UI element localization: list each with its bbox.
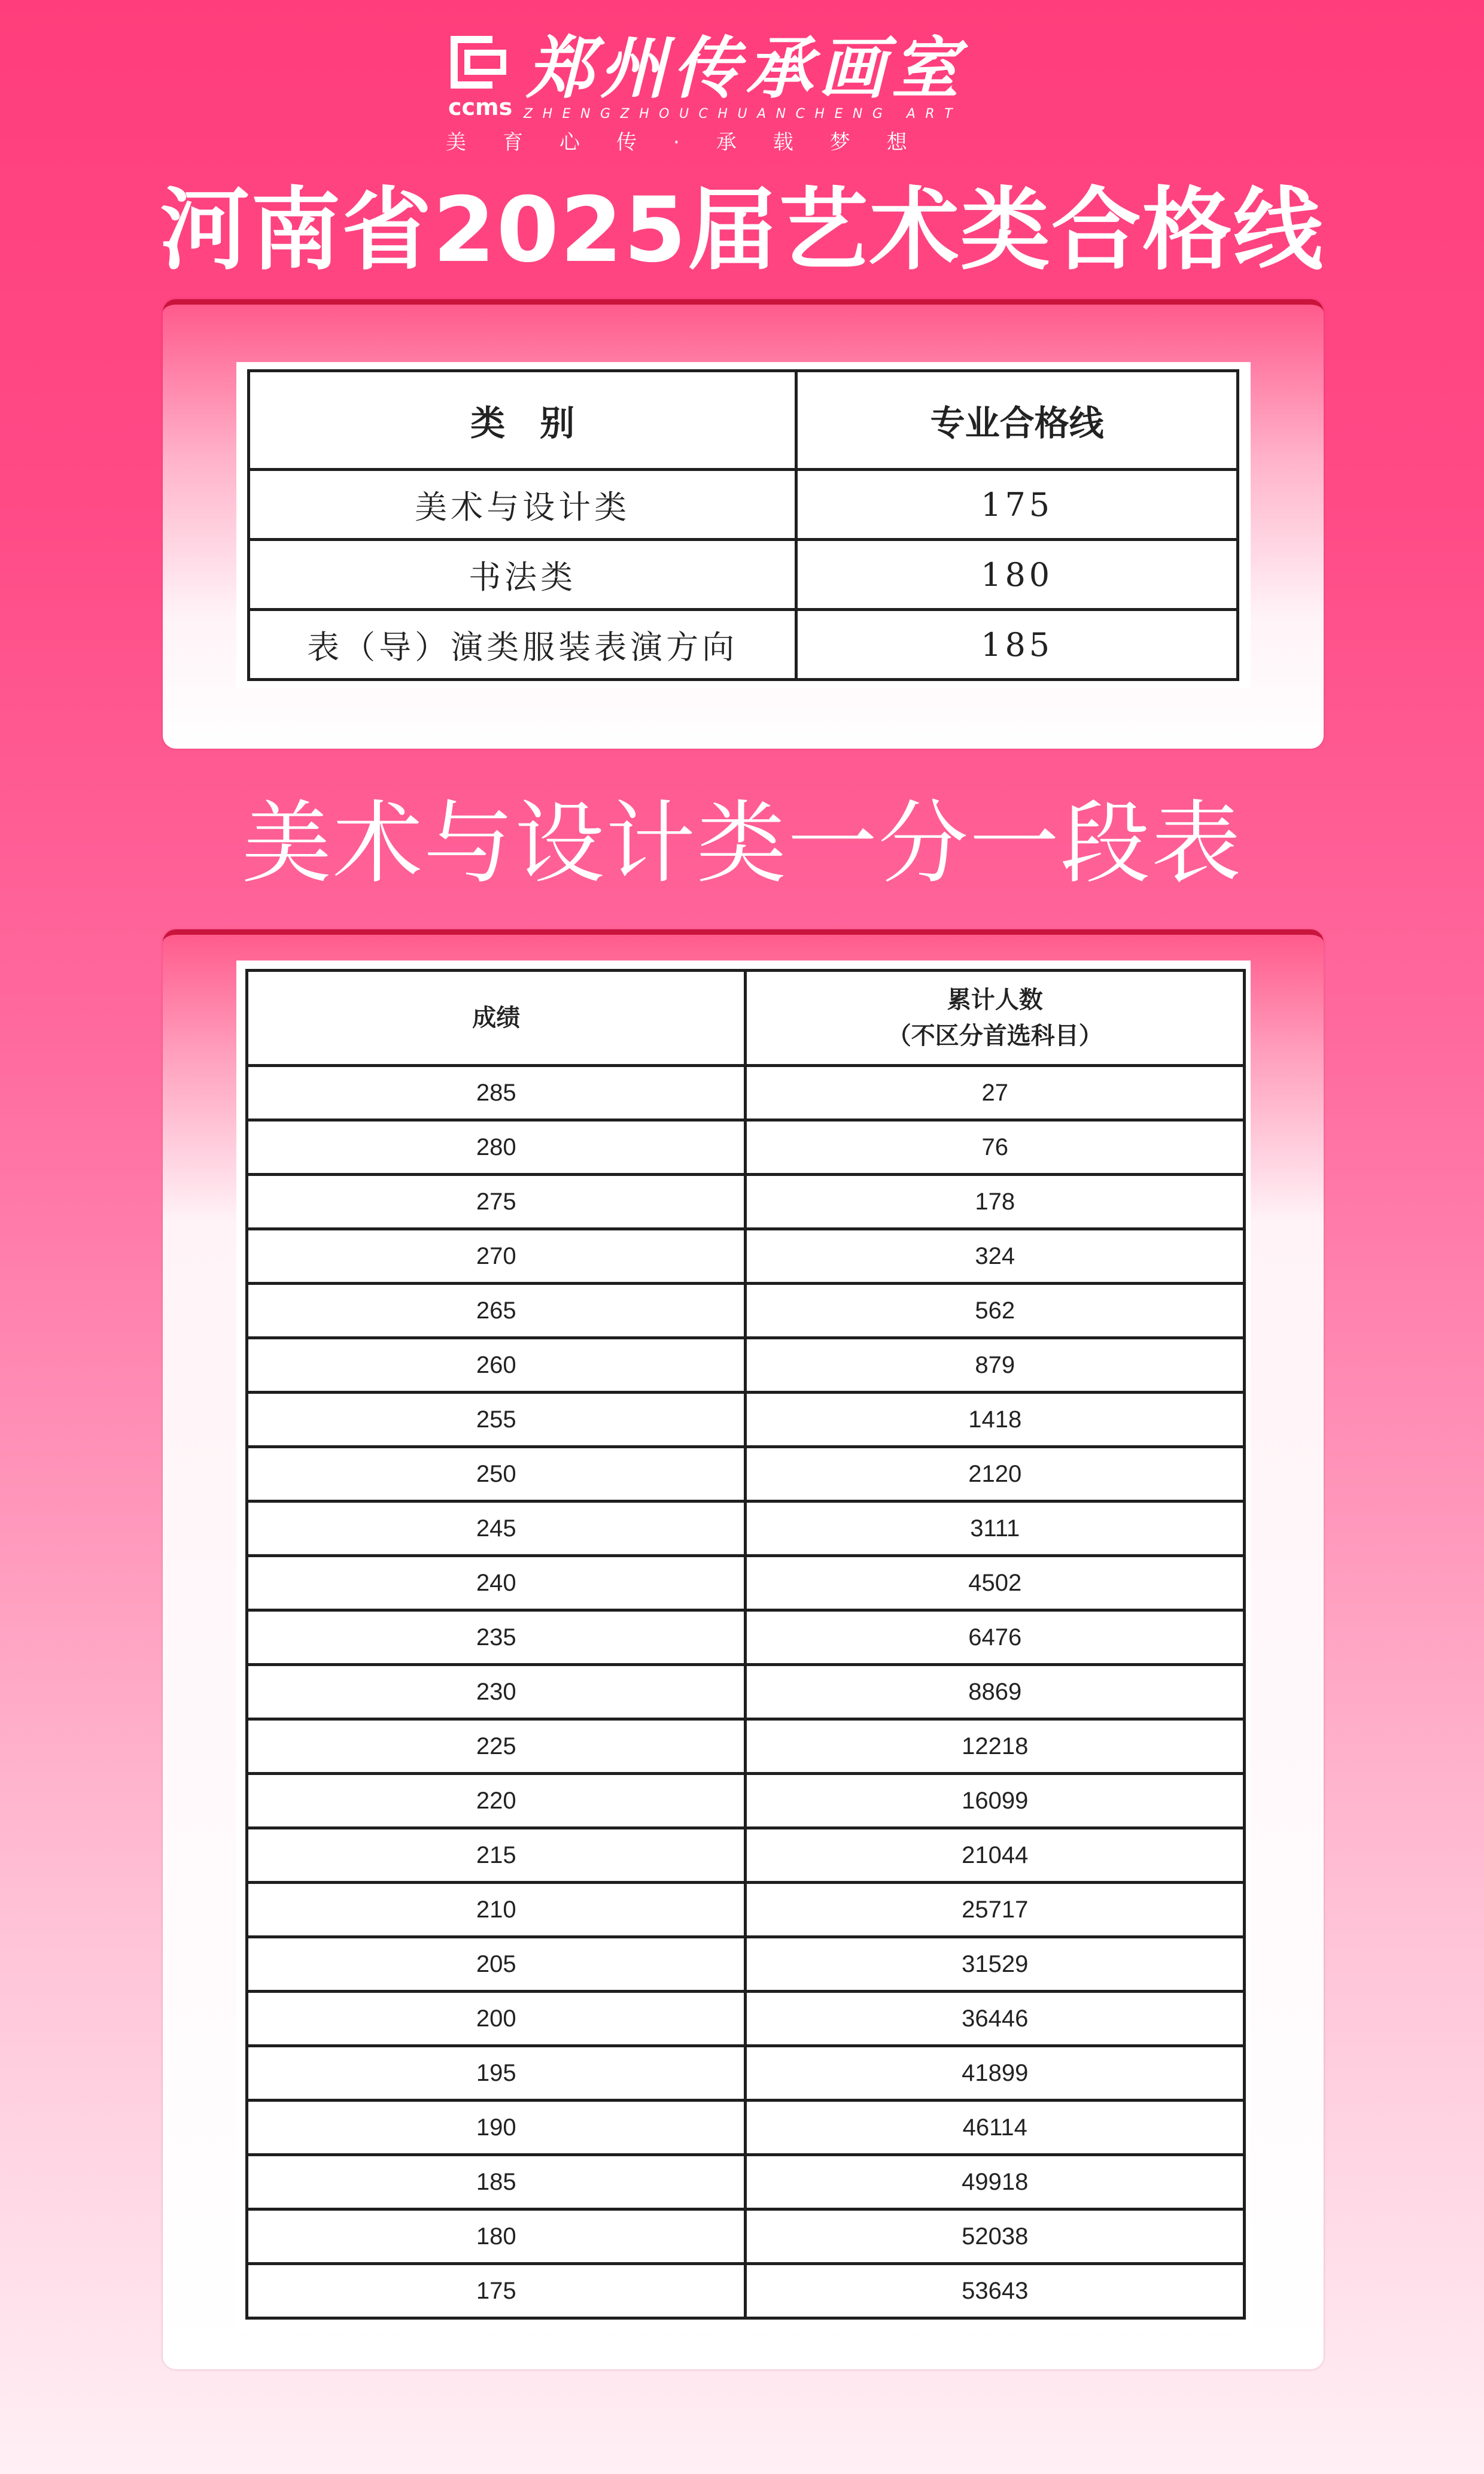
header-category: 类 别 (249, 371, 796, 470)
cumulative-count-cell: 3111 (746, 1502, 1245, 1556)
cumulative-count-cell: 25717 (746, 1883, 1245, 1937)
table-row (247, 1883, 1245, 1937)
cumulative-count-cell: 2120 (746, 1447, 1245, 1502)
score-cell: 260 (247, 1338, 746, 1393)
cumulative-count-cell: 879 (746, 1338, 1245, 1393)
header-count-line1: 累计人数 (947, 986, 1043, 1014)
cumulative-count-cell: 31529 (746, 1937, 1245, 1992)
cumulative-count-cell: 36446 (746, 1992, 1245, 2046)
score-cell: 265 (247, 1284, 746, 1338)
table-row (247, 1066, 1245, 1120)
score-cell: 220 (247, 1774, 746, 1828)
score-cell: 205 (247, 1937, 746, 1992)
cumulative-count-cell: 324 (746, 1229, 1245, 1284)
table-row (247, 1120, 1245, 1175)
score-distribution-table (245, 969, 1246, 2320)
cumulative-count-cell: 8869 (746, 1665, 1245, 1719)
logo-text: ccms (448, 94, 513, 120)
section-title: 美术与设计类一分一段表 (241, 792, 1242, 896)
table-row (247, 1556, 1245, 1610)
cumulative-count-cell: 178 (746, 1175, 1245, 1229)
table-row (247, 1610, 1245, 1665)
score-cell: 215 (247, 1828, 746, 1883)
table-row (247, 1992, 1245, 2046)
cumulative-count-cell: 52038 (746, 2209, 1245, 2264)
cumulative-count-cell: 46114 (746, 2101, 1245, 2155)
score-cell: 195 (247, 2046, 746, 2101)
score-cell: 225 (247, 1719, 746, 1774)
table-row (247, 2264, 1245, 2318)
cumulative-count-cell: 41899 (746, 2046, 1245, 2101)
score-table-body (247, 1066, 1245, 2318)
brand-pinyin: ZHENGZHOUCHUANCHENG ART (524, 107, 963, 121)
score-cell: 270 (247, 1229, 746, 1284)
header-count-line2: （不区分首选科目） (887, 1022, 1103, 1050)
score-cell: 175 (247, 2264, 746, 2318)
cumulative-count-cell: 76 (746, 1120, 1245, 1175)
line-cell: 175 (796, 470, 1238, 540)
ccms-bracket-logo-icon (446, 35, 513, 124)
score-cell: 245 (247, 1502, 746, 1556)
category-cell: 美术与设计类 (249, 470, 796, 540)
table-row (247, 1338, 1245, 1393)
table-header-row (247, 971, 1245, 1066)
score-cell: 240 (247, 1556, 746, 1610)
score-cell: 275 (247, 1175, 746, 1229)
score-cell: 180 (247, 2209, 746, 2264)
score-cell: 250 (247, 1447, 746, 1502)
header-score: 成绩 (247, 971, 746, 1066)
score-distribution-sheet (236, 961, 1251, 2334)
score-cell: 235 (247, 1610, 746, 1665)
header-qualifying-line: 专业合格线 (796, 371, 1238, 470)
header-cumulative-count (746, 971, 1245, 1066)
table-row (249, 470, 1238, 540)
table-row (247, 2209, 1245, 2264)
table-row (247, 1502, 1245, 1556)
table-row (249, 540, 1238, 610)
cumulative-count-cell: 6476 (746, 1610, 1245, 1665)
line-cell: 180 (796, 540, 1238, 610)
table-row (247, 1393, 1245, 1447)
score-cell: 185 (247, 2155, 746, 2209)
table-row (249, 610, 1238, 680)
cumulative-count-cell: 49918 (746, 2155, 1245, 2209)
table-row (247, 1719, 1245, 1774)
table-row (247, 2101, 1245, 2155)
table-row (247, 1774, 1245, 1828)
page-title: 河南省2025届艺术类合格线 (160, 178, 1324, 282)
table-row (247, 1937, 1245, 1992)
score-cell: 190 (247, 2101, 746, 2155)
score-cell: 285 (247, 1066, 746, 1120)
cumulative-count-cell: 562 (746, 1284, 1245, 1338)
brand-slogan: 美育心传·承载梦想 (446, 130, 944, 154)
table-row (247, 1447, 1245, 1502)
score-cell: 200 (247, 1992, 746, 2046)
cumulative-count-cell: 12218 (746, 1719, 1245, 1774)
score-cell: 280 (247, 1120, 746, 1175)
brand-header (446, 30, 1050, 154)
table-row (247, 2046, 1245, 2101)
score-cell: 230 (247, 1665, 746, 1719)
table-row (247, 1828, 1245, 1883)
table-row (247, 2155, 1245, 2209)
table-row (247, 1175, 1245, 1229)
table-row (247, 1665, 1245, 1719)
table-row (247, 1229, 1245, 1284)
qualifying-line-table (247, 369, 1239, 681)
cumulative-count-cell: 16099 (746, 1774, 1245, 1828)
cumulative-count-cell: 21044 (746, 1828, 1245, 1883)
category-cell: 书法类 (249, 540, 796, 610)
cumulative-count-cell: 1418 (746, 1393, 1245, 1447)
score-cell: 255 (247, 1393, 746, 1447)
table-header-row (249, 371, 1238, 470)
cumulative-count-cell: 27 (746, 1066, 1245, 1120)
line-cell: 185 (796, 610, 1238, 680)
category-cell: 表（导）演类服装表演方向 (249, 610, 796, 680)
cumulative-count-cell: 53643 (746, 2264, 1245, 2318)
brand-name: 郑州传承画室 (527, 30, 965, 108)
cumulative-count-cell: 4502 (746, 1556, 1245, 1610)
score-cell: 210 (247, 1883, 746, 1937)
qualifying-line-sheet (236, 362, 1251, 688)
table-row (247, 1284, 1245, 1338)
